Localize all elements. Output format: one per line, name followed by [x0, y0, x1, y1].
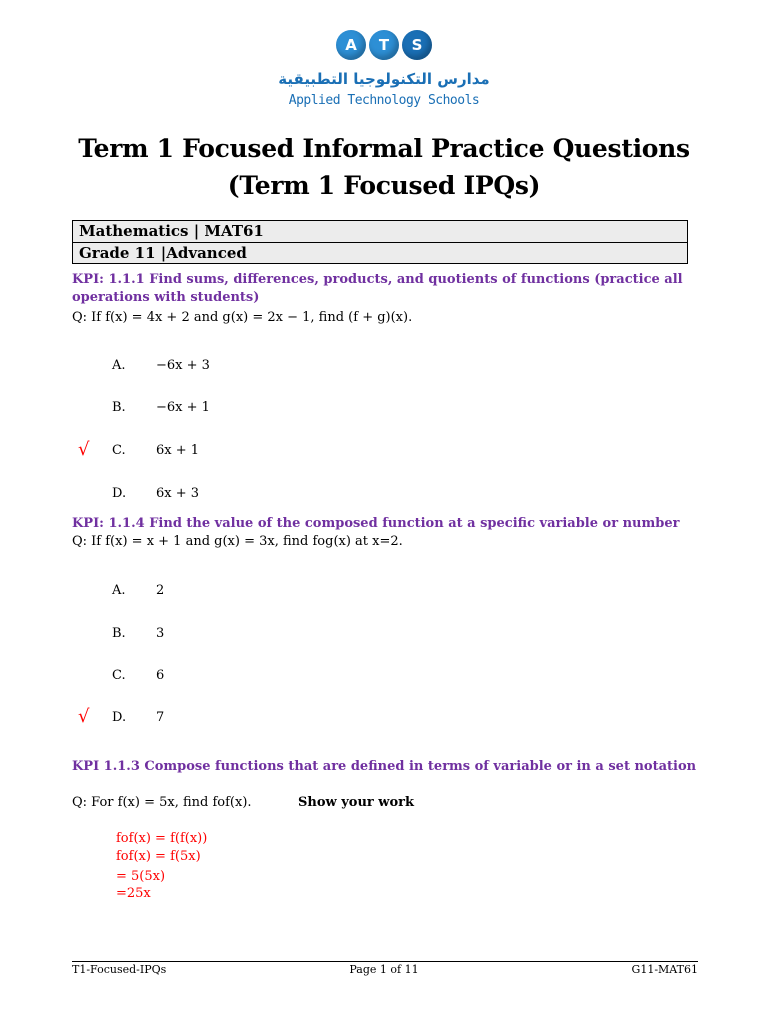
q1-kpi-line2: operations with students): [72, 290, 260, 305]
show-work-label: Show your work: [298, 795, 414, 810]
q3-kpi: KPI 1.1.3 Compose functions that are defined in terms of variable or in a set notation: [72, 759, 697, 774]
q1-kpi-line1: KPI: 1.1.1 Find sums, differences, products, and quotients of functions (practice all: [72, 272, 683, 287]
q1-option-a-letter: A.: [112, 358, 126, 373]
logo-ball-a: A: [336, 30, 366, 60]
q2-option-a-letter: A.: [112, 583, 126, 598]
q1-option-d-letter: D.: [112, 486, 127, 501]
page-title-line2: (Term 1 Focused IPQs): [227, 171, 541, 200]
q2-correct-check-icon: √: [78, 706, 90, 727]
logo-ball-t: T: [369, 30, 399, 60]
q2-option-b-letter: B.: [112, 626, 126, 641]
q3-question: Q: For f(x) = 5x, find fof(x).: [72, 795, 252, 810]
ats-logo: [336, 30, 436, 64]
footer-right: G11-MAT61: [631, 963, 698, 976]
q2-option-d-value: 7: [156, 710, 165, 725]
q1-option-a-value: −6x + 3: [156, 358, 210, 373]
work-line-3: = 5(5x): [116, 869, 166, 884]
footer-divider: [72, 961, 698, 962]
subject-info-table: [72, 220, 688, 264]
q2-option-c-letter: C.: [112, 668, 126, 683]
q1-option-d-value: 6x + 3: [156, 486, 200, 501]
q2-question: Q: If f(x) = x + 1 and g(x) = 3x, find fog(x) at x=2.: [72, 534, 403, 549]
q2-option-d-letter: D.: [112, 710, 127, 725]
q1-option-c-letter: C.: [112, 443, 126, 458]
q1-correct-check-icon: √: [78, 439, 90, 460]
footer-left: T1-Focused-IPQs: [72, 963, 167, 976]
footer-page-number: Page 1 of 11: [349, 963, 419, 976]
work-line-1: fof(x) = f(f(x)): [116, 831, 208, 846]
work-line-4: =25x: [116, 886, 151, 901]
q1-question: Q: If f(x) = 4x + 2 and g(x) = 2x − 1, find (f + g)(x).: [72, 310, 413, 325]
school-name-arabic: مدارس التكنولوجيا التطبيقية: [278, 70, 490, 88]
q1-option-b-value: −6x + 1: [156, 400, 210, 415]
q1-option-b-letter: B.: [112, 400, 126, 415]
work-line-2: fof(x) = f(5x): [116, 849, 201, 864]
q2-kpi: KPI: 1.1.4 Find the value of the composed function at a specific variable or number: [72, 516, 680, 531]
q2-option-b-value: 3: [156, 626, 165, 641]
school-name-english: Applied Technology Schools: [288, 93, 480, 108]
q1-option-c-value: 6x + 1: [156, 443, 200, 458]
q2-option-c-value: 6: [156, 668, 165, 683]
page-title-line1: Term 1 Focused Informal Practice Questions: [78, 134, 690, 163]
q2-option-a-value: 2: [156, 583, 165, 598]
subject-row: Mathematics | MAT61: [73, 221, 687, 242]
logo-ball-s: S: [402, 30, 432, 60]
grade-row: Grade 11 |Advanced: [73, 242, 687, 263]
